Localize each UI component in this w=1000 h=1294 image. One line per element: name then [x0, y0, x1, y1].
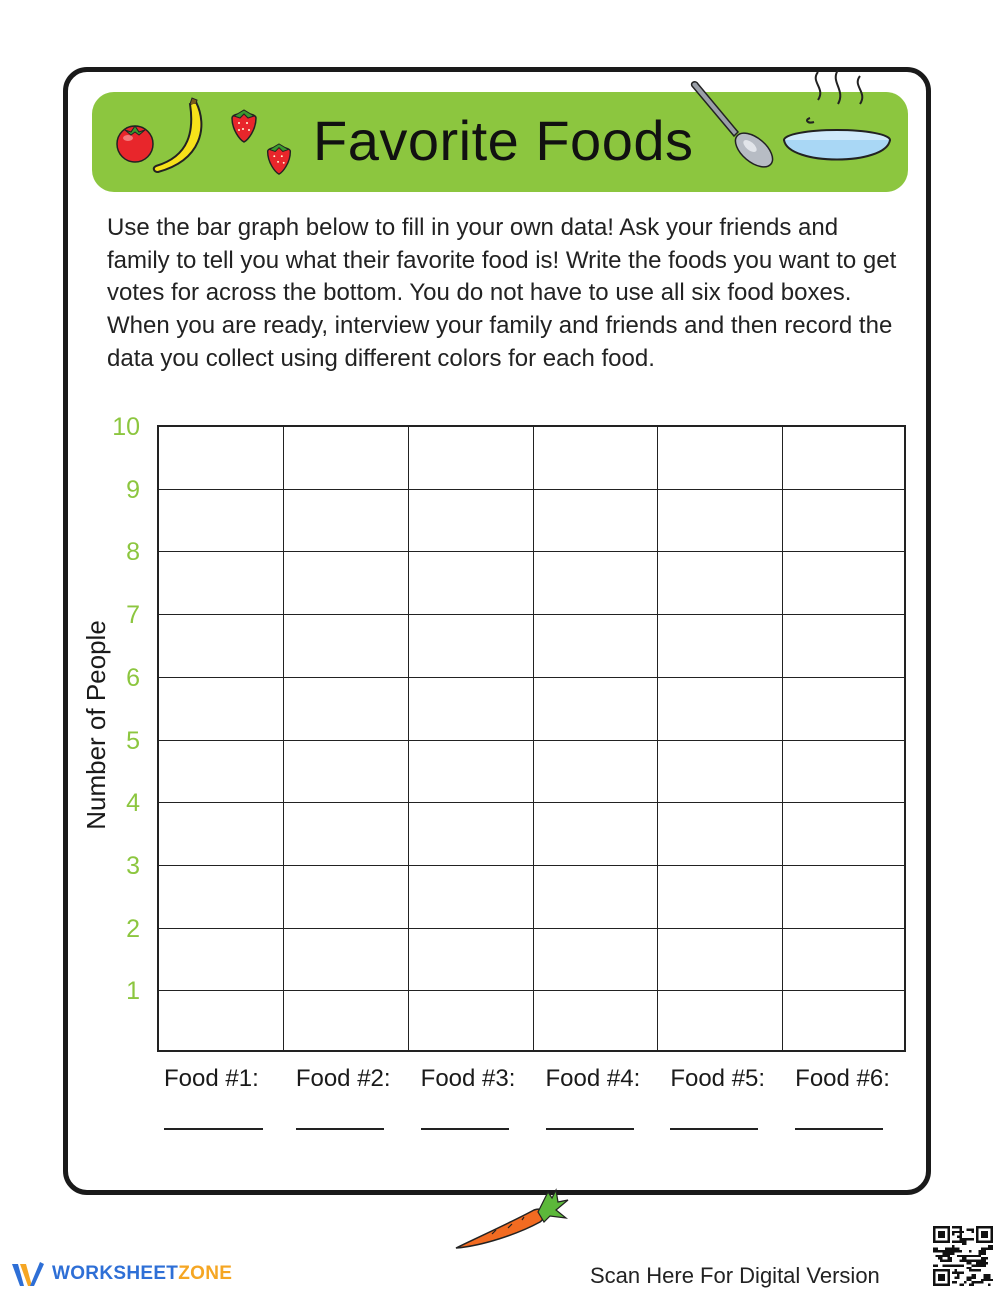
y-tick-label: 2 [126, 914, 140, 943]
y-tick-label: 7 [126, 601, 140, 630]
grid-row-line [159, 740, 904, 741]
page-title: Favorite Foods [313, 109, 694, 172]
grid-row-line [159, 990, 904, 991]
grid-row-line [159, 865, 904, 866]
instructions-text: Use the bar graph below to fill in your own data! Ask your friends and family to tell you what their favorite food is! Write the foods you want to get votes for across the bottom. You do not have to use all six food boxes. When you are ready, interview your family and friends and then record the data you collect using different colors for each food. [107, 214, 897, 372]
scan-text: Scan Here For Digital Version [590, 1263, 880, 1288]
grid-column-line [283, 427, 284, 1050]
bar-graph-grid [157, 425, 906, 1052]
y-tick-label: 9 [126, 475, 140, 504]
x-axis-baseline [157, 1050, 906, 1052]
grid-row-line [159, 802, 904, 803]
food-answer-line[interactable] [670, 1128, 758, 1130]
strawberry-icon [262, 142, 296, 176]
y-tick-label: 3 [126, 851, 140, 880]
qr-code-icon[interactable] [933, 1226, 993, 1286]
grid-column-line [657, 427, 658, 1050]
grid-column-line [533, 427, 534, 1050]
y-tick-label: 5 [126, 726, 140, 755]
grid-column-line [782, 427, 783, 1050]
carrot-icon [452, 1188, 570, 1252]
grid-row-line [159, 489, 904, 490]
food-answer-line[interactable] [296, 1128, 384, 1130]
food-label: Food #6: [795, 1065, 890, 1092]
soup-bowl-icon [780, 68, 895, 178]
y-axis-label: Number of People [81, 620, 111, 830]
worksheet-zone-brand[interactable] [10, 1258, 232, 1290]
food-answer-line[interactable] [164, 1128, 263, 1130]
food-label: Food #4: [545, 1065, 641, 1092]
y-tick-label: 10 [112, 413, 140, 441]
grid-row-line [159, 928, 904, 929]
strawberry-icon [228, 108, 260, 144]
worksheet-zone-logo-icon [10, 1260, 46, 1288]
grid-row-line [159, 551, 904, 552]
food-answer-line[interactable] [546, 1128, 634, 1130]
food-answer-line[interactable] [795, 1128, 883, 1130]
y-tick-label: 6 [126, 663, 140, 692]
spoon-icon [688, 80, 780, 168]
grid-column-line [408, 427, 409, 1050]
brand-name-part2: ZONE [178, 1263, 233, 1284]
brand-name [52, 1263, 232, 1285]
brand-name-part1: WORKSHEET [52, 1263, 179, 1284]
food-label: Food #1: [164, 1065, 259, 1092]
grid-row-line [159, 677, 904, 678]
grid-row-line [159, 614, 904, 615]
food-label: Food #3: [420, 1065, 516, 1092]
y-tick-label: 1 [126, 977, 140, 1006]
food-answer-line[interactable] [421, 1128, 509, 1130]
y-tick-label: 8 [126, 538, 140, 567]
y-tick-label: 4 [126, 789, 140, 818]
food-label: Food #5: [670, 1065, 766, 1092]
banana-icon [150, 96, 216, 178]
food-label: Food #2: [295, 1065, 391, 1092]
